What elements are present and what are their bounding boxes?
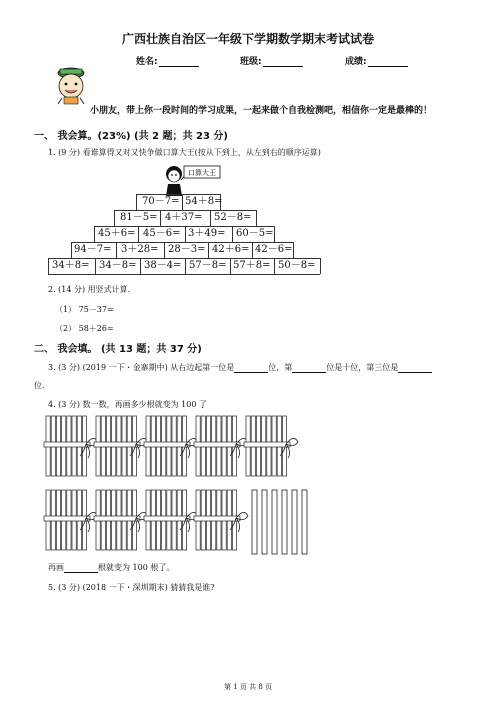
- pyramid-cell: 28－3=: [168, 244, 206, 255]
- pyramid-cell: 42－6=: [255, 244, 293, 255]
- question-1: 1. (9 分) 看谁算得又对又快争做口算大王(按从下到上，从左到右的顺序运算): [48, 148, 321, 157]
- pyramid-cell: 3＋49=: [188, 228, 226, 239]
- pyramid-cell: 38－4=: [144, 260, 182, 271]
- class-blank: [263, 58, 303, 67]
- score-label: 成绩:: [345, 57, 367, 67]
- pyramid-cell: 60－5=: [236, 228, 274, 239]
- badge-text: 口算大王: [188, 169, 216, 177]
- loose-stick: [282, 490, 287, 554]
- q3-text-3: 位是十位，第三位是: [326, 363, 399, 372]
- question-4: 4. (3 分) 数一数，再画多少根就变为 100 了: [48, 400, 207, 409]
- question-3: [48, 362, 432, 373]
- section-2-title: 二、 我会填。 (共 13 题；共 37 分): [34, 344, 202, 355]
- name-label: 姓名:: [136, 57, 158, 67]
- greeting-text: 小朋友，带上你一段时间的学习成果，一起来做个自我检测吧，相信你一定是最棒的！: [90, 106, 433, 116]
- score-blank: [368, 58, 408, 67]
- stick-bundle: [144, 490, 198, 550]
- pyramid-cell: 45＋6=: [98, 228, 136, 239]
- page-title: 广西壮族自治区一年级下学期数学期末考试试卷: [121, 32, 374, 46]
- loose-stick: [272, 490, 277, 554]
- loose-stick: [252, 490, 257, 554]
- pyramid-cell: 94－7=: [74, 244, 112, 255]
- pyramid-cell: 70－7=: [142, 196, 180, 207]
- stick-bundle: [44, 490, 98, 550]
- stick-bundle: [194, 490, 248, 550]
- question-2: 2. (14 分) 用竖式计算.: [48, 285, 131, 294]
- q4-answer-post: 根就变为 100 根了。: [98, 563, 175, 572]
- pyramid-cell: 54＋8=: [185, 196, 223, 207]
- pyramid-cell: 4＋37=: [165, 212, 203, 223]
- stick-bundle: [144, 416, 198, 476]
- class-field: [240, 54, 303, 67]
- class-label: 班级:: [240, 57, 262, 67]
- question-4-answer: [48, 562, 174, 573]
- pyramid-cell: 34＋8=: [52, 260, 90, 271]
- mascot-illustration: [52, 64, 90, 106]
- pyramid-cell: 81－5=: [120, 212, 158, 223]
- loose-stick: [262, 490, 267, 554]
- q3-text-1: 3. (3 分) (2019 一下・金寨期中) 从右边起第一位是: [48, 363, 235, 372]
- stick-bundles-figure: [40, 412, 330, 564]
- name-field: [136, 54, 199, 67]
- pyramid-cell: 45－6=: [143, 228, 181, 239]
- answer-blank[interactable]: [292, 364, 326, 373]
- pyramid-cell: 42＋6=: [212, 244, 250, 255]
- name-blank: [159, 58, 199, 67]
- stick-bundle: [244, 416, 298, 476]
- q3-text-2: 位，第: [268, 363, 293, 372]
- question-2-part-2: （2） 58＋26=: [55, 324, 114, 333]
- pyramid-cell: 50－8=: [278, 260, 316, 271]
- stick-bundle: [94, 416, 148, 476]
- question-3-end: 位.: [34, 381, 45, 390]
- stick-bundle: [44, 416, 98, 476]
- question-2-part-1: （1） 75－37=: [55, 305, 114, 314]
- answer-blank[interactable]: [64, 564, 98, 573]
- pyramid-cell: 52－8=: [214, 212, 252, 223]
- section-1-title: 一、 我会算。(23%) (共 2 题；共 23 分): [34, 131, 228, 142]
- pyramid-cell: 57－8=: [189, 260, 227, 271]
- loose-stick: [292, 490, 297, 554]
- answer-blank[interactable]: [398, 364, 432, 373]
- pyramid-cell: 34－8=: [99, 260, 137, 271]
- girl-illustration: [162, 162, 224, 198]
- question-5: 5. (3 分) (2018 一下・深圳期末) 猜猜我是谁?: [48, 583, 215, 592]
- score-field: [345, 54, 408, 67]
- page-footer: 第 1 页 共 8 页: [223, 683, 273, 691]
- loose-stick: [302, 490, 307, 554]
- q4-answer-pre: 再画: [48, 563, 64, 572]
- pyramid-cell: 57＋8=: [233, 260, 271, 271]
- stick-bundle: [194, 416, 248, 476]
- stick-bundle: [94, 490, 148, 550]
- pyramid-cell: 3＋28=: [121, 244, 159, 255]
- answer-blank[interactable]: [234, 364, 268, 373]
